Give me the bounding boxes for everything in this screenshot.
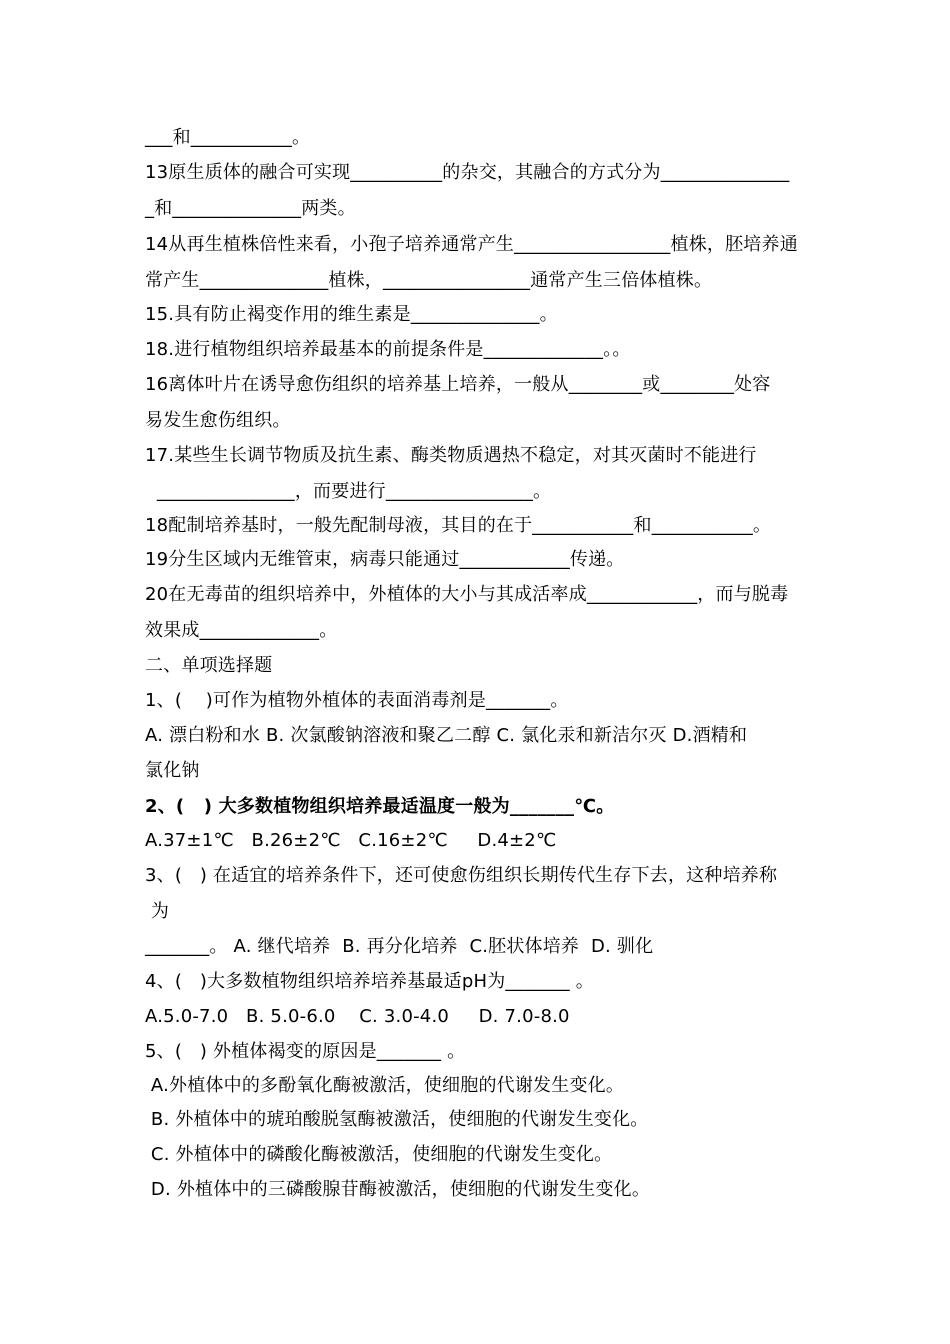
section-heading: 二、单项选择题 xyxy=(145,655,273,676)
mc-question-2-options: A.37±1℃ B.26±2℃ C.16±2℃ D.4±2℃ xyxy=(145,830,557,851)
mc-question-4: 4、( )大多数植物组织培养培养基最适pH为_______ 。 xyxy=(145,971,594,992)
mc-question-2: 2、( ) 大多数植物组织培养最适温度一般为_______℃。 xyxy=(145,796,615,817)
question-14-line-2: 常产生______________植株，________________通常产生三倍体植株。 xyxy=(145,270,713,291)
mc-question-5-option-c: C. 外植体中的磷酸化酶被激活，使细胞的代谢发生变化。 xyxy=(145,1144,613,1165)
question-16-line-2: 易发生愈伤组织。 xyxy=(145,410,291,431)
mc-question-3-options: _______。 A. 继代培养 B. 再分化培养 C.胚状体培养 D. 驯化 xyxy=(145,936,654,957)
question-20-line-2: 效果成_____________。 xyxy=(145,620,338,641)
mc-question-1: 1、( )可作为植物外植体的表面消毒剂是_______。 xyxy=(145,690,569,711)
mc-question-3-line-1: 3、( ) 在适宜的培养条件下，还可使愈伤组织长期传代生存下去，这种培养称 xyxy=(145,865,778,886)
question-14-line-1: 14从再生植株倍性来看，小孢子培养通常产生_________________植株，胚培养通 xyxy=(145,234,798,255)
question-15: 15.具有防止褐变作用的维生素是______________。 xyxy=(145,304,558,325)
question-13-line-1: 13原生质体的融合可实现__________的杂交，其融合的方式分为______________ xyxy=(145,162,790,183)
mc-question-5-option-a: A.外植体中的多酚氧化酶被激活，使细胞的代谢发生变化。 xyxy=(145,1075,625,1096)
mc-question-3-line-2: 为 xyxy=(145,901,170,922)
question-16-line-1: 16离体叶片在诱导愈伤组织的培养基上培养，一般从________或________处容 xyxy=(145,374,771,395)
mc-question-5-option-b: B. 外植体中的琥珀酸脱氢酶被激活，使细胞的代谢发生变化。 xyxy=(145,1109,649,1130)
mc-question-5: 5、( ) 外植体褐变的原因是_______ 。 xyxy=(145,1041,466,1062)
mc-question-5-option-d: D. 外植体中的三磷酸腺苷酶被激活，使细胞的代谢发生变化。 xyxy=(145,1179,651,1200)
question-17-line-1: 17.某些生长调节物质及抗生素、酶类物质遇热不稳定，对其灭菌时不能进行 xyxy=(145,445,757,466)
question-20-line-1: 20在无毒苗的组织培养中，外植体的大小与其成活率成____________，而与脱毒 xyxy=(145,584,789,605)
question-19: 19分生区域内无维管束，病毒只能通过____________传递。 xyxy=(145,549,625,570)
mc-question-1-options-line-2: 氯化钠 xyxy=(145,760,200,781)
question-17-line-2: _______________，而要进行________________。 xyxy=(145,481,552,502)
mc-question-1-options-line-1: A. 漂白粉和水 B. 次氯酸钠溶液和聚乙二醇 C. 氯化汞和新洁尔灭 D.酒精和 xyxy=(145,725,748,746)
question-18a: 18.进行植物组织培养最基本的前提条件是_____________。。 xyxy=(145,339,631,360)
question-13-line-2: _和______________两类。 xyxy=(145,198,356,219)
question-18b: 18配制培养基时，一般先配制母液，其目的在于___________和___________。 xyxy=(145,515,772,536)
text-line: ___和___________。 xyxy=(145,127,311,148)
mc-question-4-options: A.5.0-7.0 B. 5.0-6.0 C. 3.0-4.0 D. 7.0-8.0 xyxy=(145,1006,570,1027)
